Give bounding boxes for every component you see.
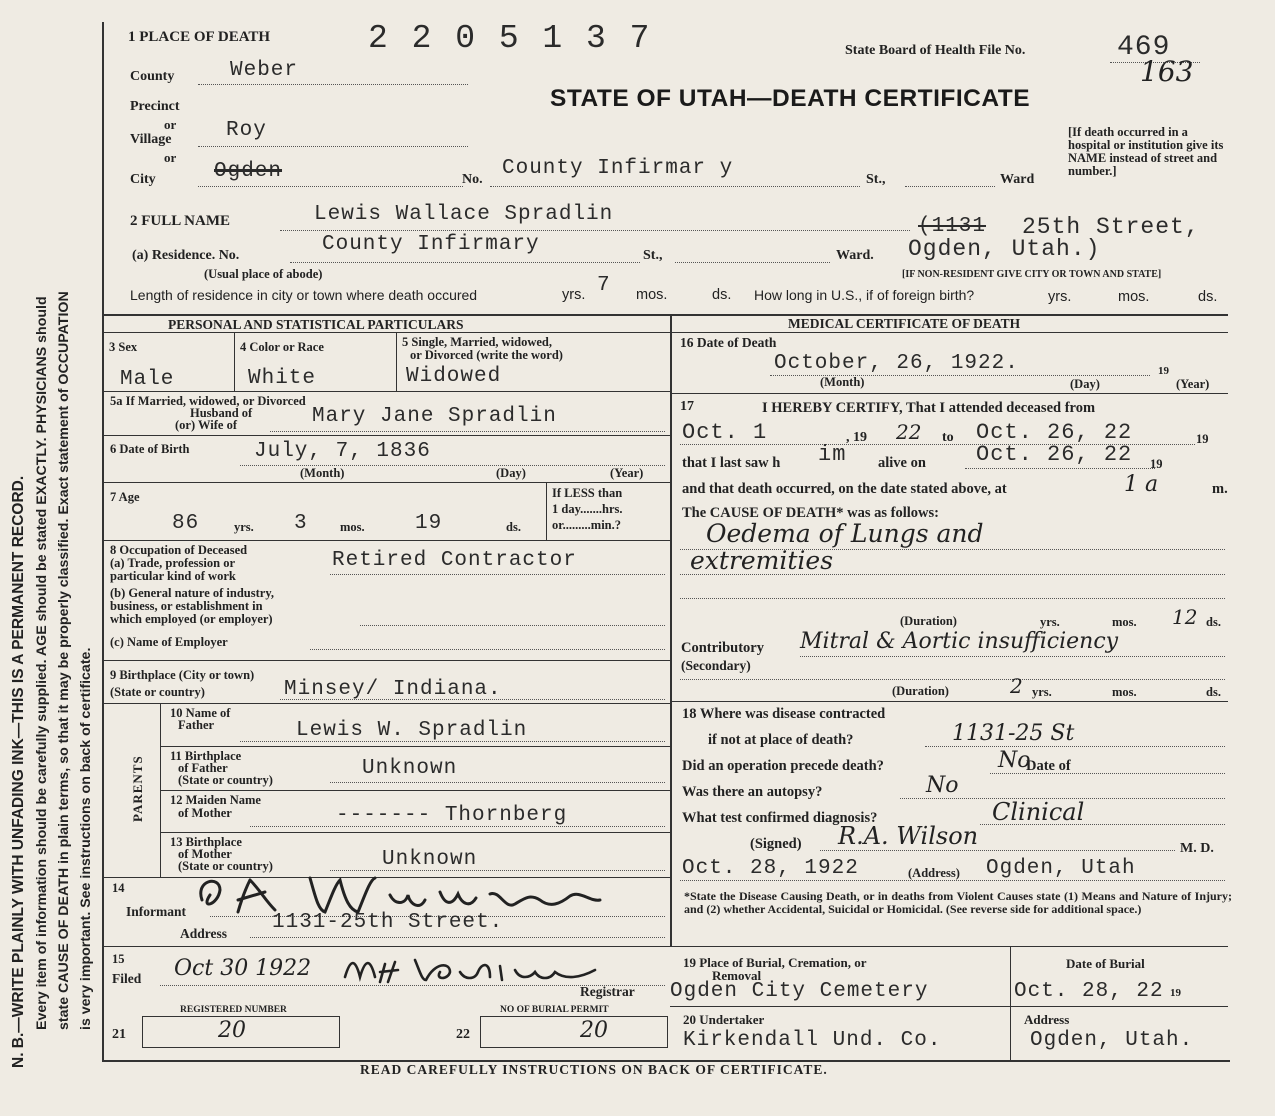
autopsy-value: No <box>926 773 959 798</box>
row8-rule <box>104 660 670 661</box>
duration-label: (Duration) <box>900 614 957 628</box>
father-birth-line <box>330 782 665 783</box>
marital-value: Widowed <box>406 365 502 388</box>
undertaker-address-value: Ogden, Utah. <box>1030 1029 1194 1052</box>
race-marital-divider <box>396 332 397 392</box>
death-year-label: (Year) <box>1176 377 1210 391</box>
father-line <box>240 741 665 742</box>
dob-month-label: (Month) <box>300 466 345 480</box>
occupation-label-1: 8 Occupation of Deceased <box>110 543 248 557</box>
occurred-label: and that death occurred, on the date stated above, at <box>682 481 1007 497</box>
sex-label: 3 Sex <box>109 340 138 354</box>
informant-address-line <box>250 937 665 938</box>
dob-day-label: (Day) <box>496 466 526 480</box>
mother-line <box>250 826 665 827</box>
footer-note: READ CAREFULLY INSTRUCTIONS ON BACK OF CERTIFICATE. <box>360 1062 828 1077</box>
time-of-death-hand: 1 a <box>1124 472 1159 497</box>
filed-date-value: Oct 30 1922 <box>174 956 312 981</box>
occupation-b-line <box>360 625 665 626</box>
duration2-yrs-label: yrs. <box>1032 685 1052 699</box>
county-label: County <box>130 69 175 84</box>
age-mos-value: 3 <box>294 512 308 535</box>
sex-race-divider <box>234 332 235 392</box>
time-m-label: m. <box>1212 481 1228 497</box>
duration-mos-label: mos. <box>1112 615 1137 629</box>
attended-from-year: 22 <box>896 420 922 444</box>
race-label: 4 Color or Race <box>240 340 324 354</box>
certify-text: I HEREBY CERTIFY, That I attended deceased from <box>762 400 1096 416</box>
test-label: What test confirmed diagnosis? <box>682 810 878 826</box>
side-note-line3: state CAUSE OF DEATH in plain terms, so that it may be properly classified. Exact statement of OCCUPATION <box>56 291 72 1030</box>
spouse-label-3: (or) Wife of <box>175 418 238 432</box>
last-saw-label: that I last saw h <box>682 455 781 471</box>
us-ds-label: ds. <box>1198 289 1218 305</box>
burial-date-label: Date of Burial <box>1066 956 1145 971</box>
us-yrs-label: yrs. <box>1048 289 1072 305</box>
burial-label-1: 19 Place of Burial, Cremation, or <box>683 955 867 970</box>
birthplace-label-2: (State or country) <box>110 685 205 699</box>
residence-value: County Infirmary <box>322 233 540 256</box>
sign-date-value: Oct. 28, 1922 <box>682 857 859 880</box>
occupation-b-2: business, or establishment in <box>110 599 263 613</box>
no-label: No. <box>462 172 483 187</box>
filed-number: 15 <box>112 952 125 966</box>
footnote: *State the Disease Causing Death, or in deaths from Violent Causes state (1) Means and Nature of Injury; and (2) whether Accidental, Suicidal or Homicidal. (See reverse side for additional space.) <box>684 889 1232 916</box>
abode-label: (Usual place of abode) <box>204 267 323 281</box>
father-birth-value: Unknown <box>362 757 458 780</box>
row6-rule <box>104 482 670 483</box>
attended-from-19: , 19 <box>846 430 867 445</box>
signed-label: (Signed) <box>750 836 802 852</box>
row12-rule <box>160 832 670 833</box>
burial-permit-value: 20 <box>580 1018 608 1043</box>
father-birth-label-2: of Father <box>178 761 228 775</box>
md-label: M. D. <box>1180 841 1214 856</box>
old-address-struck: (1131 <box>918 215 987 238</box>
institution-value: County Infirmar y <box>502 157 734 180</box>
medical-heading: MEDICAL CERTIFICATE OF DEATH <box>788 316 1021 331</box>
last-saw-19: 19 <box>1150 457 1163 471</box>
cause-line-rule-3 <box>680 598 1225 599</box>
age-label: 7 Age <box>110 490 140 504</box>
burial-date-value: Oct. 28, 22 <box>1014 980 1164 1003</box>
or-label-1: or <box>164 117 177 132</box>
length-yrs-value: 7 <box>597 274 611 297</box>
institution-line <box>490 186 860 187</box>
registered-number-value: 20 <box>218 1018 246 1043</box>
where-value: 1131-25 St <box>952 721 1075 746</box>
age-mos-label: mos. <box>340 520 365 534</box>
village-line <box>198 146 468 147</box>
occupation-label-3: particular kind of work <box>110 569 236 583</box>
or-label-2: or <box>164 150 177 165</box>
attended-from-value: Oct. 1 <box>682 420 768 445</box>
marital-label-2: or Divorced (write the word) <box>410 348 563 362</box>
village-value: Roy <box>226 119 267 142</box>
row9-rule <box>104 703 670 704</box>
registrar-signature <box>340 952 610 986</box>
spouse-line <box>270 431 665 432</box>
attended-to-19: 19 <box>1196 432 1209 446</box>
st-line <box>905 186 995 187</box>
death-month-label: (Month) <box>820 375 865 389</box>
age-ds-value: 19 <box>415 512 443 535</box>
mother-label-1: 12 Maiden Name <box>170 793 261 807</box>
full-name-label: 2 FULL NAME <box>130 213 231 229</box>
registered-number-label: REGISTERED NUMBER <box>180 1005 287 1015</box>
burial-permit-label: NO OF BURIAL PERMIT <box>500 1005 609 1015</box>
certify-number: 17 <box>680 399 694 414</box>
cause-label: The CAUSE OF DEATH* was as follows: <box>682 505 939 521</box>
full-name-line <box>280 230 910 231</box>
length-yrs-label: yrs. <box>562 287 586 303</box>
spouse-label-2: Husband of <box>190 406 253 420</box>
age-less-divider <box>546 482 547 540</box>
burial-rule <box>670 1006 1228 1007</box>
length-ds-label: ds. <box>712 287 732 303</box>
length-mos-label: mos. <box>636 287 668 303</box>
side-note-line4: is very important. See instructions on back of certificate. <box>78 647 94 1030</box>
informant-address-label: Address <box>180 926 228 941</box>
side-note-line2: Every item of information should be carefully supplied. AGE should be stated EXACTLY. PHYSICIANS should <box>34 296 50 1030</box>
county-line <box>198 84 468 85</box>
certificate-title: STATE OF UTAH—DEATH CERTIFICATE <box>550 85 1031 112</box>
age-ds-label: ds. <box>506 520 521 534</box>
spouse-label-1: 5a If Married, widowed, or Divorced <box>110 394 306 408</box>
file-number-handwritten: 163 <box>1140 55 1194 88</box>
row11-rule <box>160 790 670 791</box>
city-label: City <box>130 172 156 187</box>
left-heading-rule <box>104 332 670 333</box>
sign-address-label: (Address) <box>908 866 960 880</box>
ward-label: Ward <box>1000 172 1035 187</box>
birthplace-value: Minsey/ Indiana. <box>284 678 502 701</box>
sign-date-line <box>680 880 1225 881</box>
last-saw-him: im <box>818 442 847 467</box>
where-label-1: 18 Where was disease contracted <box>682 706 886 722</box>
village-label: Village <box>130 132 172 147</box>
city-line <box>198 186 463 187</box>
personal-heading: PERSONAL AND STATISTICAL PARTICULARS <box>168 317 464 332</box>
mother-label-2: of Mother <box>178 806 232 820</box>
occupation-b-3: which employed (or employer) <box>110 612 273 626</box>
less-than-3: or.........min.? <box>552 518 621 532</box>
dob-value: July, 7, 1836 <box>254 440 431 463</box>
us-mos-label: mos. <box>1118 289 1150 305</box>
burial-permit-field-number: 22 <box>456 1027 470 1042</box>
burial-label-2: Removal <box>712 968 762 983</box>
contributory-line <box>800 656 1225 657</box>
residence-line <box>290 262 640 263</box>
row17-rule <box>670 701 1228 702</box>
birthplace-line <box>280 699 665 700</box>
undertaker-value: Kirkendall Und. Co. <box>683 1029 942 1052</box>
old-address-street: 25th Street, <box>1022 214 1200 240</box>
occupation-line <box>330 574 665 575</box>
file-number: 469 <box>1117 32 1171 63</box>
residence-st-line <box>675 262 830 263</box>
last-saw-value: Oct. 26, 22 <box>976 442 1133 467</box>
contributory-value: Mitral & Aortic insufficiency <box>800 629 1119 654</box>
non-resident-note: [IF NON-RESIDENT GIVE CITY OR TOWN AND STATE] <box>902 269 1162 280</box>
sign-address-value: Ogden, Utah <box>986 857 1136 880</box>
certificate-number: 2 2 0 5 1 3 7 <box>368 20 652 57</box>
residence-label: (a) Residence. No. <box>132 248 240 263</box>
duration2-mos-label: mos. <box>1112 685 1137 699</box>
residence-ward-label: Ward. <box>836 248 874 263</box>
age-yrs-value: 86 <box>172 512 200 535</box>
employer-label: (c) Name of Employer <box>110 635 228 649</box>
file-no-label: State Board of Health File No. <box>845 43 1026 58</box>
operation-label: Did an operation precede death? <box>682 758 884 774</box>
section-top-rule <box>104 314 1228 316</box>
dob-year-label: (Year) <box>610 466 644 480</box>
st-label: St., <box>866 172 886 187</box>
attended-to-label: to <box>942 430 954 445</box>
where-label-2: if not at place of death? <box>708 732 854 748</box>
cause-line-rule-2 <box>680 574 1225 575</box>
death-day-label: (Day) <box>1070 377 1100 391</box>
row10-rule <box>160 746 670 747</box>
date-of-death-label: 16 Date of Death <box>680 335 777 350</box>
father-label-2: Father <box>178 718 215 732</box>
father-value: Lewis W. Spradlin <box>296 719 528 742</box>
attended-to-value: Oct. 26, 22 <box>976 420 1133 445</box>
occupation-label-2: (a) Trade, profession or <box>110 556 235 570</box>
mother-birth-label-2: of Mother <box>178 847 232 861</box>
signed-line <box>820 850 1175 851</box>
birthplace-label-1: 9 Birthplace (City or town) <box>110 668 255 682</box>
county-value: Weber <box>230 59 299 82</box>
age-yrs-label: yrs. <box>234 520 254 534</box>
residence-city-value: Ogden, Utah.) <box>908 236 1101 262</box>
duration2-ds-label: ds. <box>1206 685 1221 699</box>
filed-label: Filed <box>112 971 142 986</box>
autopsy-label: Was there an autopsy? <box>682 784 823 800</box>
duration2-yrs-value: 2 <box>1010 674 1023 698</box>
duration2-label: (Duration) <box>892 684 949 698</box>
parents-label: PARENTS <box>130 755 145 822</box>
duration-yrs-label: yrs. <box>1040 615 1060 629</box>
side-note-line1: N. B.—WRITE PLAINLY WITH UNFADING INK—THIS IS A PERMANENT RECORD. <box>10 475 27 1068</box>
operation-date-label: Date of <box>1026 758 1071 774</box>
mother-birth-value: Unknown <box>382 848 478 871</box>
informant-label: Informant <box>126 904 186 919</box>
undertaker-label: 20 Undertaker <box>683 1012 765 1027</box>
contributory-label: Contributory <box>681 640 764 656</box>
occupation-value: Retired Contractor <box>332 549 577 572</box>
operation-value: No <box>998 748 1031 773</box>
less-than-2: 1 day.......hrs. <box>552 502 623 516</box>
precinct-label: Precinct <box>130 99 180 114</box>
test-line <box>980 824 1225 825</box>
row3-rule <box>104 391 670 392</box>
operation-line <box>990 773 1225 774</box>
occupation-b-1: (b) General nature of industry, <box>110 586 275 600</box>
registered-field-number: 21 <box>112 1027 126 1042</box>
cause-line-2: extremities <box>690 546 834 575</box>
death-19-label: 19 <box>1158 365 1169 377</box>
father-birth-label-1: 11 Birthplace <box>170 749 242 763</box>
place-of-death-label: 1 PLACE OF DEATH <box>128 29 271 45</box>
test-value: Clinical <box>992 798 1085 826</box>
where-line <box>925 746 1225 747</box>
mother-value: ------- Thornberg <box>336 804 568 827</box>
physician-signature: R.A. Wilson <box>838 822 979 850</box>
less-than-1: If LESS than <box>552 486 623 500</box>
mother-birth-label-1: 13 Birthplace <box>170 835 242 849</box>
registrar-label: Registrar <box>580 984 635 999</box>
last-saw-line <box>965 468 1155 469</box>
length-of-residence-label: Length of residence in city or town where death occured <box>130 287 478 303</box>
burial-divider <box>1010 946 1011 1060</box>
row16-rule <box>670 393 1228 394</box>
duration-ds-label: ds. <box>1206 615 1221 629</box>
informant-number: 14 <box>112 881 125 895</box>
spouse-value: Mary Jane Spradlin <box>312 405 557 428</box>
burial-place-value: Ogden City Cemetery <box>670 980 929 1003</box>
race-value: White <box>248 367 317 390</box>
row14-rule <box>104 946 1228 947</box>
burial-permit-box <box>480 1016 668 1048</box>
undertaker-address-label: Address <box>1024 1012 1070 1027</box>
father-birth-label-3: (State or country) <box>178 773 273 787</box>
employer-line <box>310 649 665 650</box>
full-name-value: Lewis Wallace Spradlin <box>314 203 614 226</box>
mother-birth-label-3: (State or country) <box>178 859 273 873</box>
father-label-1: 10 Name of <box>170 706 231 720</box>
burial-19-label: 19 <box>1170 987 1181 999</box>
marital-label-1: 5 Single, Married, widowed, <box>402 335 552 349</box>
row7-rule <box>104 540 670 541</box>
row5a-rule <box>104 435 670 436</box>
right-heading-rule <box>670 332 1228 333</box>
us-residence-label: How long in U.S., if of foreign birth? <box>754 287 975 303</box>
dob-label: 6 Date of Birth <box>110 442 190 456</box>
residence-st-label: St., <box>643 248 663 263</box>
sex-value: Male <box>120 368 175 391</box>
alive-on-label: alive on <box>878 455 926 471</box>
secondary-label: (Secondary) <box>681 658 751 673</box>
city-struck-value: Ogden <box>214 160 283 183</box>
middle-divider <box>670 314 672 946</box>
contributory-line-2 <box>680 679 1225 680</box>
hospital-note: [If death occurred in a hospital or institution give its NAME instead of street and number.] <box>1068 125 1224 178</box>
duration-ds-value: 12 <box>1172 605 1198 629</box>
informant-address-value: 1131-25th Street. <box>272 911 504 934</box>
frame-left-rule <box>102 22 104 1062</box>
date-of-death-value: October, 26, 1922. <box>774 352 1019 375</box>
cause-line-1: Oedema of Lungs and <box>706 519 984 548</box>
